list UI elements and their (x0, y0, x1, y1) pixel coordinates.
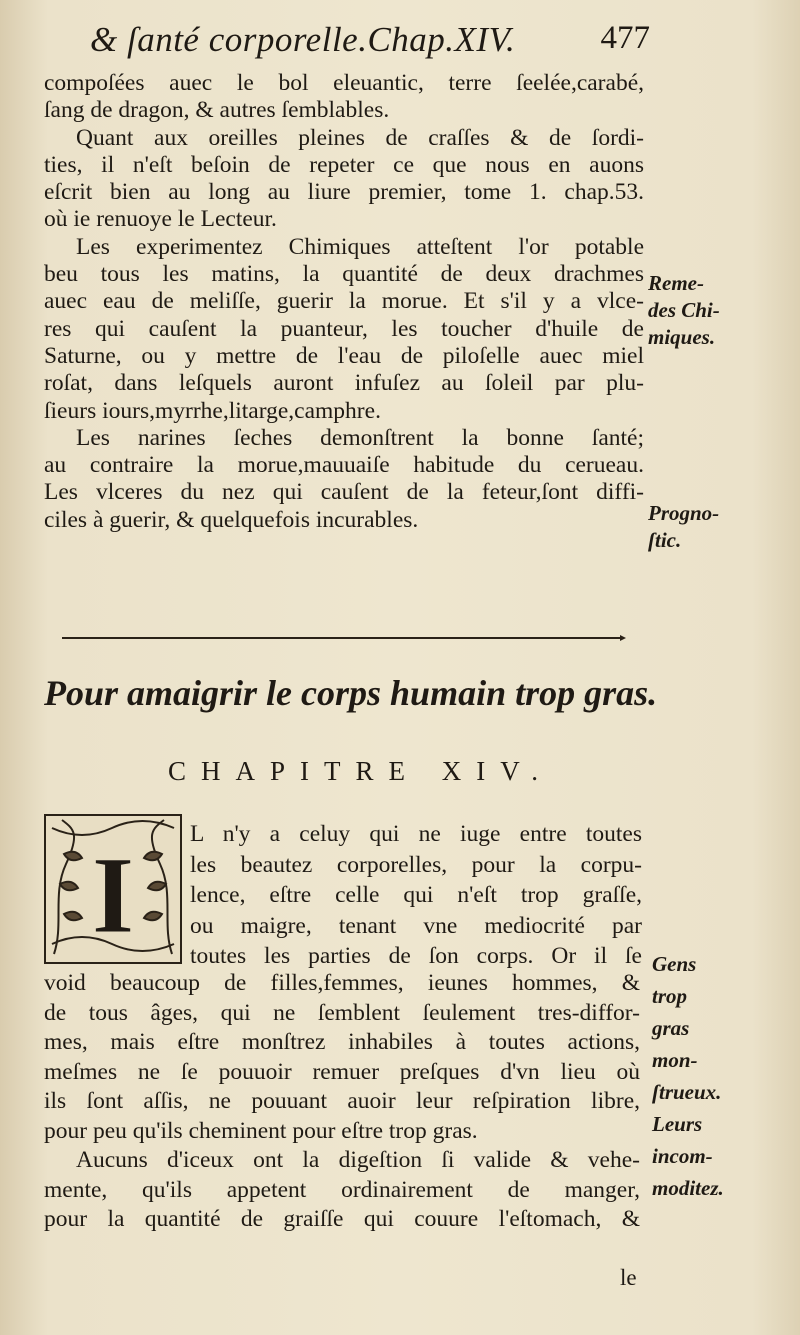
text-line: lence, eſtre celle qui n'eſt trop graſſe, (190, 882, 642, 908)
text-line: pour la quantité de graiſſe qui couure l'eſtomach, & (44, 1206, 640, 1232)
text-line: void beaucoup de filles,femmes, ieunes hommes, & (44, 970, 640, 996)
margin-note-line: des Chi- (648, 298, 720, 322)
margin-note-line: ſtic. (648, 528, 682, 552)
margin-note-prognostic (648, 500, 798, 554)
running-header (90, 20, 650, 66)
text-line: auec eau de meliſſe, guerir la morue. Et s'il y a vlce- (44, 288, 644, 315)
text-line: ils ſont aſſis, ne pouuant auoir leur reſpiration libre, (44, 1088, 640, 1114)
text-line: eſcrit bien au long au liure premier, tome 1. chap.53. (44, 179, 644, 206)
margin-note-line: trop (652, 984, 688, 1008)
margin-note-line: ſtrueux. (652, 1080, 722, 1104)
margin-note-remedes (648, 270, 798, 351)
text-line: ties, il n'eſt beſoin de repeter ce que nous en auons (44, 151, 644, 178)
section-divider (62, 637, 622, 639)
text-line: mente, qu'ils appetent ordinairement de manger, (44, 1176, 640, 1203)
margin-note-line: mon- (652, 1048, 698, 1072)
text-line: au contraire la morue,mauuaiſe habitude du cerueau. (44, 452, 644, 479)
text-line: les beautez corporelles, pour la corpu- (190, 851, 642, 878)
page-number: 477 (600, 20, 650, 56)
text-line: ſang de dragon, & autres ſemblables. (44, 97, 390, 124)
margin-note-line: Gens (652, 952, 697, 976)
text-line: compoſées auec le bol eleuantic, terre ſeelée,carabé, (44, 70, 644, 96)
text-line: où ie renuoye le Lecteur. (44, 206, 277, 233)
text-line: de tous âges, qui ne ſemblent ſeulement tres-diffor- (44, 999, 640, 1026)
margin-note-line: gras (652, 1016, 690, 1040)
margin-note-gens (652, 948, 800, 1204)
margin-note-line: Leurs (652, 1112, 703, 1136)
margin-note-line: miques. (648, 325, 716, 349)
running-title: & ſanté corporelle.Chap.XIV. (90, 20, 516, 59)
text-line: mes, mais eſtre monſtrez inhabiles à toutes actions, (44, 1029, 640, 1055)
text-line: roſat, dans leſquels auront infuſez au ſoleil par plu- (44, 370, 644, 397)
margin-note-line: Progno- (648, 501, 720, 525)
margin-note-line: incom- (652, 1144, 713, 1168)
catchword: le (620, 1265, 637, 1290)
ornamental-initial-icon (44, 814, 182, 964)
dropcap-letter: I (91, 834, 135, 956)
margin-note-line: Reme- (648, 271, 704, 295)
text-line: Quant aux oreilles pleines de craſſes & de ſordi- (76, 124, 644, 151)
text-block-remedies (44, 70, 644, 534)
text-line: res qui cauſent la puanteur, les toucher d'huile de (44, 315, 644, 342)
chapter-heading: Pour amaigrir le corps humain trop gras. (44, 673, 658, 713)
text-block-obesity (44, 970, 640, 1236)
text-line: Aucuns d'iceux ont la digeſtion ſi valide & vehe- (76, 1147, 640, 1173)
text-line: Les experimentez Chimiques atteſtent l'or potable (76, 233, 644, 260)
chapter-opening-lines (190, 819, 642, 972)
text-line: ſieurs iours,myrrhe,litarge,camphre. (44, 397, 381, 424)
text-line: L n'y a celuy qui ne iuge entre toutes (190, 821, 642, 847)
text-line: ou maigre, tenant vne mediocrité par (190, 912, 642, 939)
text-line: toutes les parties de ſon corps. Or il ſe (190, 943, 642, 969)
margin-note-line: moditez. (652, 1176, 724, 1200)
text-line: Saturne, ou y mettre de l'eau de piloſelle auec miel (44, 342, 644, 369)
text-line: Les vlceres du nez qui cauſent de la feteur,ſont diffi- (44, 479, 644, 506)
chapter-label: CHAPITRE XIV. (168, 756, 554, 786)
text-line: pour peu qu'ils cheminent pour eſtre trop gras. (44, 1117, 478, 1144)
text-line: beu tous les matins, la quantité de deux drachmes (44, 261, 644, 288)
text-line: meſmes ne ſe pouuoir remuer preſques d'vn lieu où (44, 1058, 640, 1085)
text-line: ciles à guerir, & quelquefois incurables. (44, 506, 419, 533)
text-line: Les narines ſeches demonſtrent la bonne ſanté; (76, 424, 644, 451)
